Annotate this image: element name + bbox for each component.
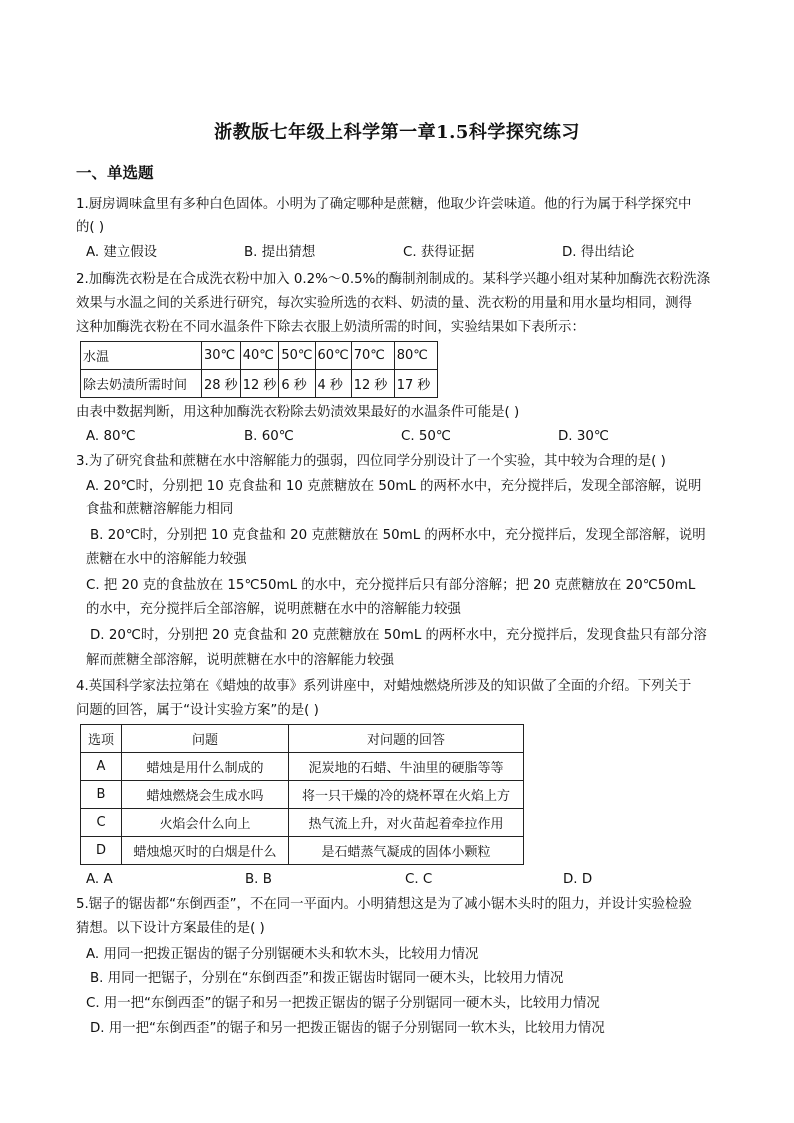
table-header-cell: 对问题的回答 [289,725,524,753]
q4-stem-line-2: 问题的回答，属于“设计实验方案”的是( ) [76,703,319,718]
q4-option-b: B. B [245,872,272,887]
table-cell: B [81,781,122,809]
q3-option-a-line-1: A. 20℃时，分别把 10 克食盐和 10 克蔗糖放在 50mL 的两杯水中，充分搅拌后，发现全部溶解，说明 [86,479,702,494]
table-cell: 17 秒 [394,370,437,398]
q2-option-d: D. 30℃ [558,429,609,444]
table-header-cell: 问题 [122,725,289,753]
candle-questions-table [80,724,524,865]
table-cell: 30℃ [202,342,241,370]
table-cell: A [81,753,122,781]
table-cell: 泥炭地的石蜡、牛油里的硬脂等等 [289,753,524,781]
q5-stem-line-2: 猜想。以下设计方案最佳的是( ) [76,921,265,936]
table-row [81,370,438,398]
q2-stem-line-1: 2.加酶洗衣粉是在合成洗衣粉中加入 0.2%～0.5%的酶制剂制成的。某科学兴趣小组对某种加酶洗衣粉洗涤 [76,272,711,287]
table-row [81,753,524,781]
table-row [81,725,524,753]
page-title: 浙教版七年级上科学第一章1.5科学探究练习 [214,122,580,143]
table-cell: 火焰会什么向上 [122,809,289,837]
q4-option-d: D. D [563,872,593,887]
q3-option-d-line-1: D. 20℃时，分别把 20 克食盐和 20 克蔗糖放在 50mL 的两杯水中，充分搅拌后，发现食盐只有部分溶 [90,628,707,643]
table-cell: 蜡烛是用什么制成的 [122,753,289,781]
table-cell: 28 秒 [202,370,241,398]
table-row [81,781,524,809]
table-cell: 蜡烛燃烧会生成水吗 [122,781,289,809]
q3-option-a-line-2: 食盐和蔗糖溶解能力相同 [86,502,234,517]
table-cell: 40℃ [240,342,279,370]
q1-option-b: B. 提出猜想 [244,245,316,260]
q3-option-b-line-2: 蔗糖在水中的溶解能力较强 [86,552,247,567]
q4-option-a: A. A [86,872,113,887]
table-cell: 将一只干燥的冷的烧杯罩在火焰上方 [289,781,524,809]
table-row [81,342,438,370]
table-cell: 4 秒 [315,370,351,398]
q1-option-d: D. 得出结论 [562,245,635,260]
q5-option-b: B. 用同一把锯子，分别在“东倒西歪”和拨正锯齿时锯同一硬木头，比较用力情况 [90,971,564,986]
q3-option-c-line-2: 的水中，充分搅拌后全部溶解，说明蔗糖在水中的溶解能力较强 [86,602,461,617]
table-cell: 水温 [81,342,202,370]
q2-option-c: C. 50℃ [401,429,451,444]
table-row [81,809,524,837]
table-cell: C [81,809,122,837]
q4-stem-line-1: 4.英国科学家法拉第在《蜡烛的故事》系列讲座中，对蜡烛燃烧所涉及的知识做了全面的介绍。下列关于 [76,679,692,694]
table-cell: 蜡烛熄灭时的白烟是什么 [122,837,289,865]
q1-option-a: A. 建立假设 [86,245,157,260]
table-cell: 12 秒 [351,370,394,398]
water-temperature-table [80,341,438,398]
q3-option-b-line-1: B. 20℃时，分别把 10 克食盐和 20 克蔗糖放在 50mL 的两杯水中，充分搅拌后，发现全部溶解，说明 [90,528,706,543]
table-cell: 12 秒 [240,370,279,398]
table-cell: 热气流上升，对火苗起着牵拉作用 [289,809,524,837]
section-heading: 一、单选题 [76,164,154,182]
q2-question-line: 由表中数据判断，用这种加酶洗衣粉除去奶渍效果最好的水温条件可能是( ) [76,405,520,420]
q1-option-c: C. 获得证据 [403,245,475,260]
q3-option-d-line-2: 解而蔗糖全部溶解，说明蔗糖在水中的溶解能力较强 [86,653,394,668]
q2-stem-line-2: 效果与水温之间的关系进行研究，每次实验所选的衣料、奶渍的量、洗衣粉的用量和用水量均相同，测得 [76,296,692,311]
table-cell: D [81,837,122,865]
q4-option-c: C. C [405,872,433,887]
table-cell: 80℃ [394,342,437,370]
table-header-cell: 选项 [81,725,122,753]
q1-stem-line-1: 1.厨房调味盒里有多种白色固体。小明为了确定哪种是蔗糖，他取少许尝味道。他的行为属于科学探究中 [76,197,692,212]
table-cell: 是石蜡蒸气凝成的固体小颗粒 [289,837,524,865]
table-cell: 60℃ [315,342,351,370]
q2-option-a: A. 80℃ [86,429,136,444]
table-cell: 6 秒 [279,370,315,398]
q5-option-c: C. 用一把“东倒西歪”的锯子和另一把拨正锯齿的锯子分别锯同一硬木头，比较用力情况 [86,996,600,1011]
q3-option-c-line-1: C. 把 20 克的食盐放在 15℃50mL 的水中，充分搅拌后只有部分溶解；把 20 克蔗糖放在 20℃50mL [86,578,696,593]
q5-option-a: A. 用同一把拨正锯齿的锯子分别锯硬木头和软木头，比较用力情况 [86,947,479,962]
q2-option-b: B. 60℃ [244,429,294,444]
table-row [81,837,524,865]
q5-option-d: D. 用一把“东倒西歪”的锯子和另一把拨正锯齿的锯子分别锯同一软木头，比较用力情况 [90,1021,605,1036]
q1-stem-line-2: 的( ) [76,220,105,235]
q2-stem-line-3: 这种加酶洗衣粉在不同水温条件下除去衣服上奶渍所需的时间，实验结果如下表所示： [76,320,585,335]
table-cell: 除去奶渍所需时间 [81,370,202,398]
table-cell: 70℃ [351,342,394,370]
q3-stem: 3.为了研究食盐和蔗糖在水中溶解能力的强弱，四位同学分别设计了一个实验，其中较为合理的是( ) [76,454,666,469]
q5-stem-line-1: 5.锯子的锯齿都“东倒西歪”，不在同一平面内。小明猜想这是为了减小锯木头时的阻力，并设计实验检验 [76,897,692,912]
table-cell: 50℃ [279,342,315,370]
